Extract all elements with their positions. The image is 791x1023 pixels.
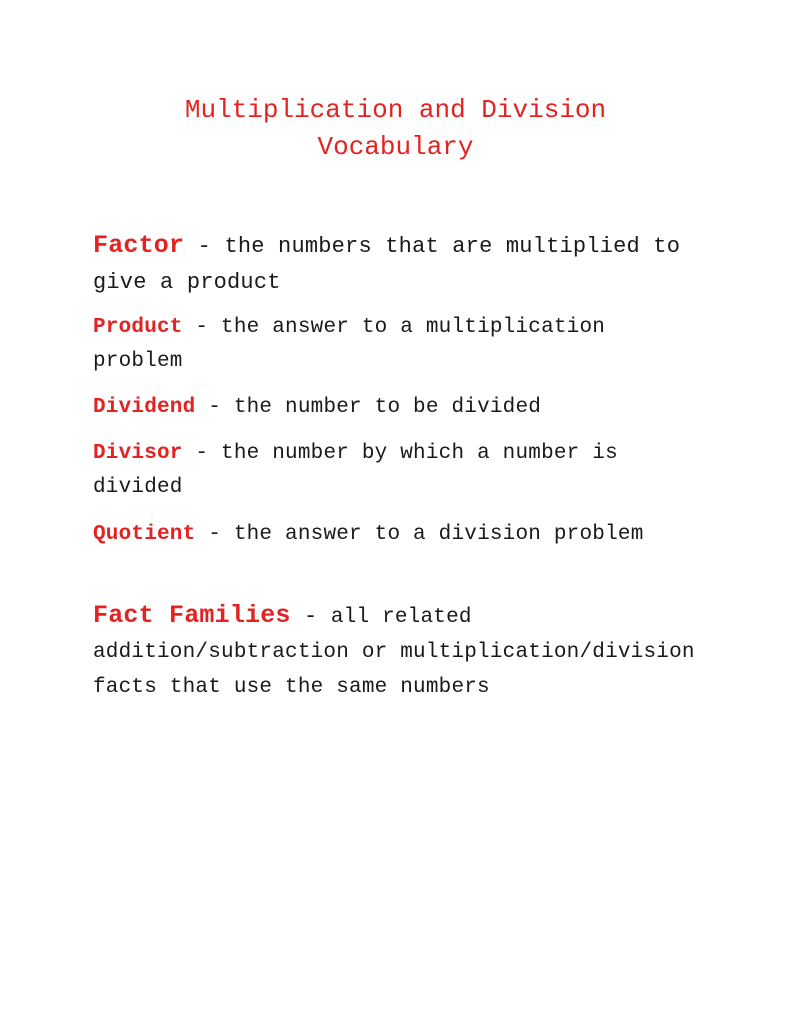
vocab-term: Product — [93, 316, 183, 339]
page-title — [0, 92, 791, 166]
vocab-definition: the number to be divided — [233, 396, 542, 419]
vocab-term: Factor — [93, 231, 185, 260]
vocab-entry-quotient — [93, 518, 693, 552]
vocab-term: Dividend — [93, 396, 196, 419]
vocab-entry-divisor — [93, 437, 703, 505]
vocab-entry-factor — [93, 228, 693, 301]
vocab-separator: - — [290, 604, 331, 629]
vocab-definition: the numbers that are multiplied to give a product — [93, 234, 681, 295]
vocab-definition: the number by which a number is divided — [93, 442, 618, 499]
title-line-2: Vocabulary — [317, 132, 474, 162]
vocab-definition: the answer to a division problem — [233, 523, 644, 546]
vocab-entry-dividend — [93, 391, 693, 425]
vocab-entry-product — [93, 311, 693, 379]
vocab-term: Divisor — [93, 442, 183, 465]
vocab-separator: - — [184, 234, 225, 259]
vocab-separator: - — [195, 523, 234, 546]
vocab-definition: the answer to a multiplication problem — [93, 316, 606, 373]
vocab-term: Fact Families — [93, 601, 291, 630]
vocab-term: Quotient — [93, 523, 196, 546]
vocab-entry-fact-families — [93, 598, 703, 705]
title-line-1: Multiplication and Division — [184, 95, 607, 125]
vocab-definition: all related addition/subtraction or multiplication/division facts that use the same numbers — [93, 606, 695, 699]
vocab-separator: - — [182, 442, 222, 465]
vocab-separator: - — [182, 316, 222, 339]
vocab-separator: - — [195, 396, 234, 419]
